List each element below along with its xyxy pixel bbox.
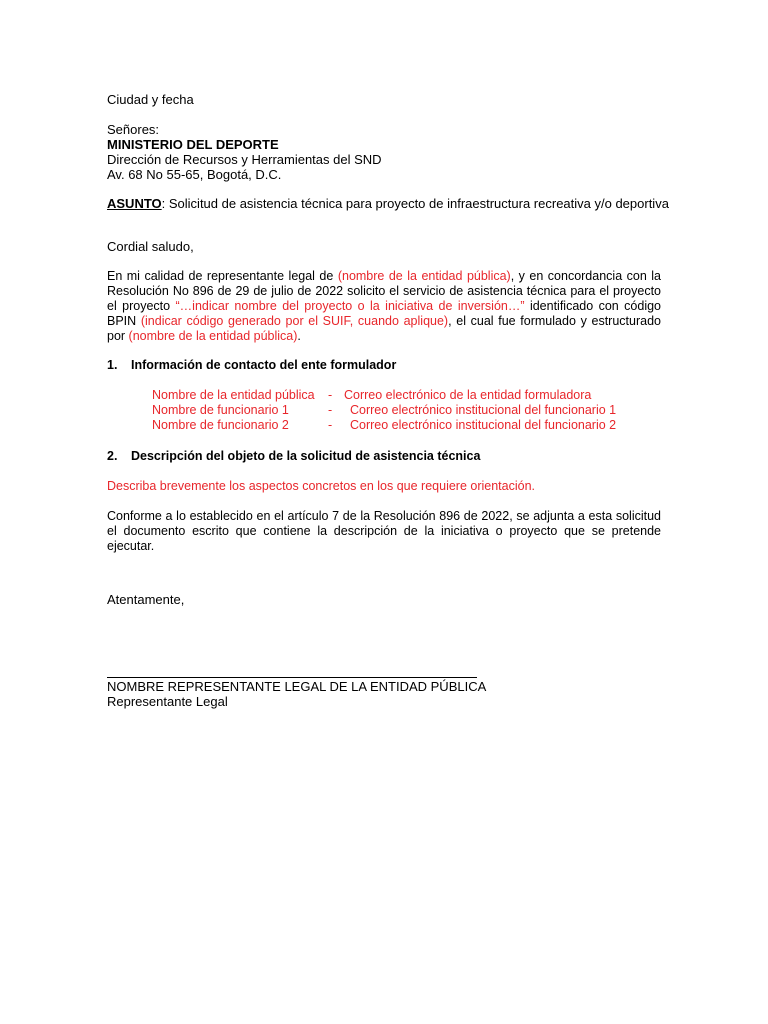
signature-name: NOMBRE REPRESENTANTE LEGAL DE LA ENTIDAD PÚBLICA (107, 679, 487, 694)
contact-dash: - (328, 403, 333, 417)
signature-role: Representante Legal (107, 694, 228, 709)
contact-dash: - (328, 418, 333, 432)
intro-text-3: identificado con código BPIN (107, 299, 662, 328)
placeholder-entity-name: (nombre de la entidad pública) (337, 269, 511, 283)
placeholder-project-name: “…indicar nombre del proyecto o la iniciativa de inversión…” (175, 299, 525, 313)
salutation-to: Señores: (107, 122, 160, 137)
letter-page (107, 92, 669, 709)
intro-text-4: , el cual fue formulado y estructurado por (107, 314, 661, 343)
contact-name: Nombre de funcionario 2 (152, 418, 289, 432)
contact-list (152, 388, 661, 433)
section-2-title: Descripción del objeto de la solicitud de asistencia técnica (131, 449, 481, 463)
contact-email: Correo electrónico de la entidad formuladora (344, 388, 592, 402)
section-2-instruction: Describa brevemente los aspectos concretos en los que requiere orientación. (107, 479, 536, 493)
section-1-number: 1. (107, 358, 118, 372)
contact-row (152, 418, 661, 433)
section-1-title: Información de contacto del ente formulador (131, 358, 397, 372)
section-1-heading (107, 358, 661, 373)
closing-paragraph: Conforme a lo establecido en el artículo 7 de la Resolución 896 de 2022, se adjunta a esta solicitud el documento escrito que contiene la descripción de la iniciativa o proyecto que se pretende ejecutar. (107, 509, 661, 553)
city-date: Ciudad y fecha (107, 92, 194, 107)
intro-text-5: . (297, 329, 301, 343)
contact-name: Nombre de funcionario 1 (152, 403, 289, 417)
contact-email: Correo electrónico institucional del funcionario 2 (350, 418, 617, 432)
address: Av. 68 No 55-65, Bogotá, D.C. (107, 167, 282, 182)
contact-email: Correo electrónico institucional del funcionario 1 (350, 403, 617, 417)
section-2-number: 2. (107, 449, 118, 463)
placeholder-formulator-entity: (nombre de la entidad pública) (128, 329, 298, 343)
signature-line (107, 677, 477, 678)
contact-dash: - (328, 388, 333, 402)
contact-row (152, 403, 661, 418)
contact-row (152, 388, 661, 403)
intro-text-1: En mi calidad de representante legal de (107, 269, 338, 283)
direction-name: Dirección de Recursos y Herramientas del SND (107, 152, 382, 167)
contact-name: Nombre de la entidad pública (152, 388, 315, 402)
sign-off: Atentamente, (107, 592, 185, 607)
section-2-heading (107, 449, 661, 464)
ministry-name: MINISTERIO DEL DEPORTE (107, 137, 279, 152)
intro-text-2: , y en concordancia con la Resolución No 896 de 29 de julio de 2022 solicito el servicio de asistencia técnica para el proyecto el proyecto (107, 269, 661, 313)
subject-line (107, 196, 669, 211)
subject-label: ASUNTO (107, 196, 162, 211)
subject-text: : Solicitud de asistencia técnica para proyecto de infraestructura recreativa y/o deportiva (161, 196, 669, 211)
greeting: Cordial saludo, (107, 239, 194, 254)
placeholder-bpin-code: (indicar código generado por el SUIF, cuando aplique) (140, 314, 449, 328)
intro-paragraph (107, 269, 661, 344)
